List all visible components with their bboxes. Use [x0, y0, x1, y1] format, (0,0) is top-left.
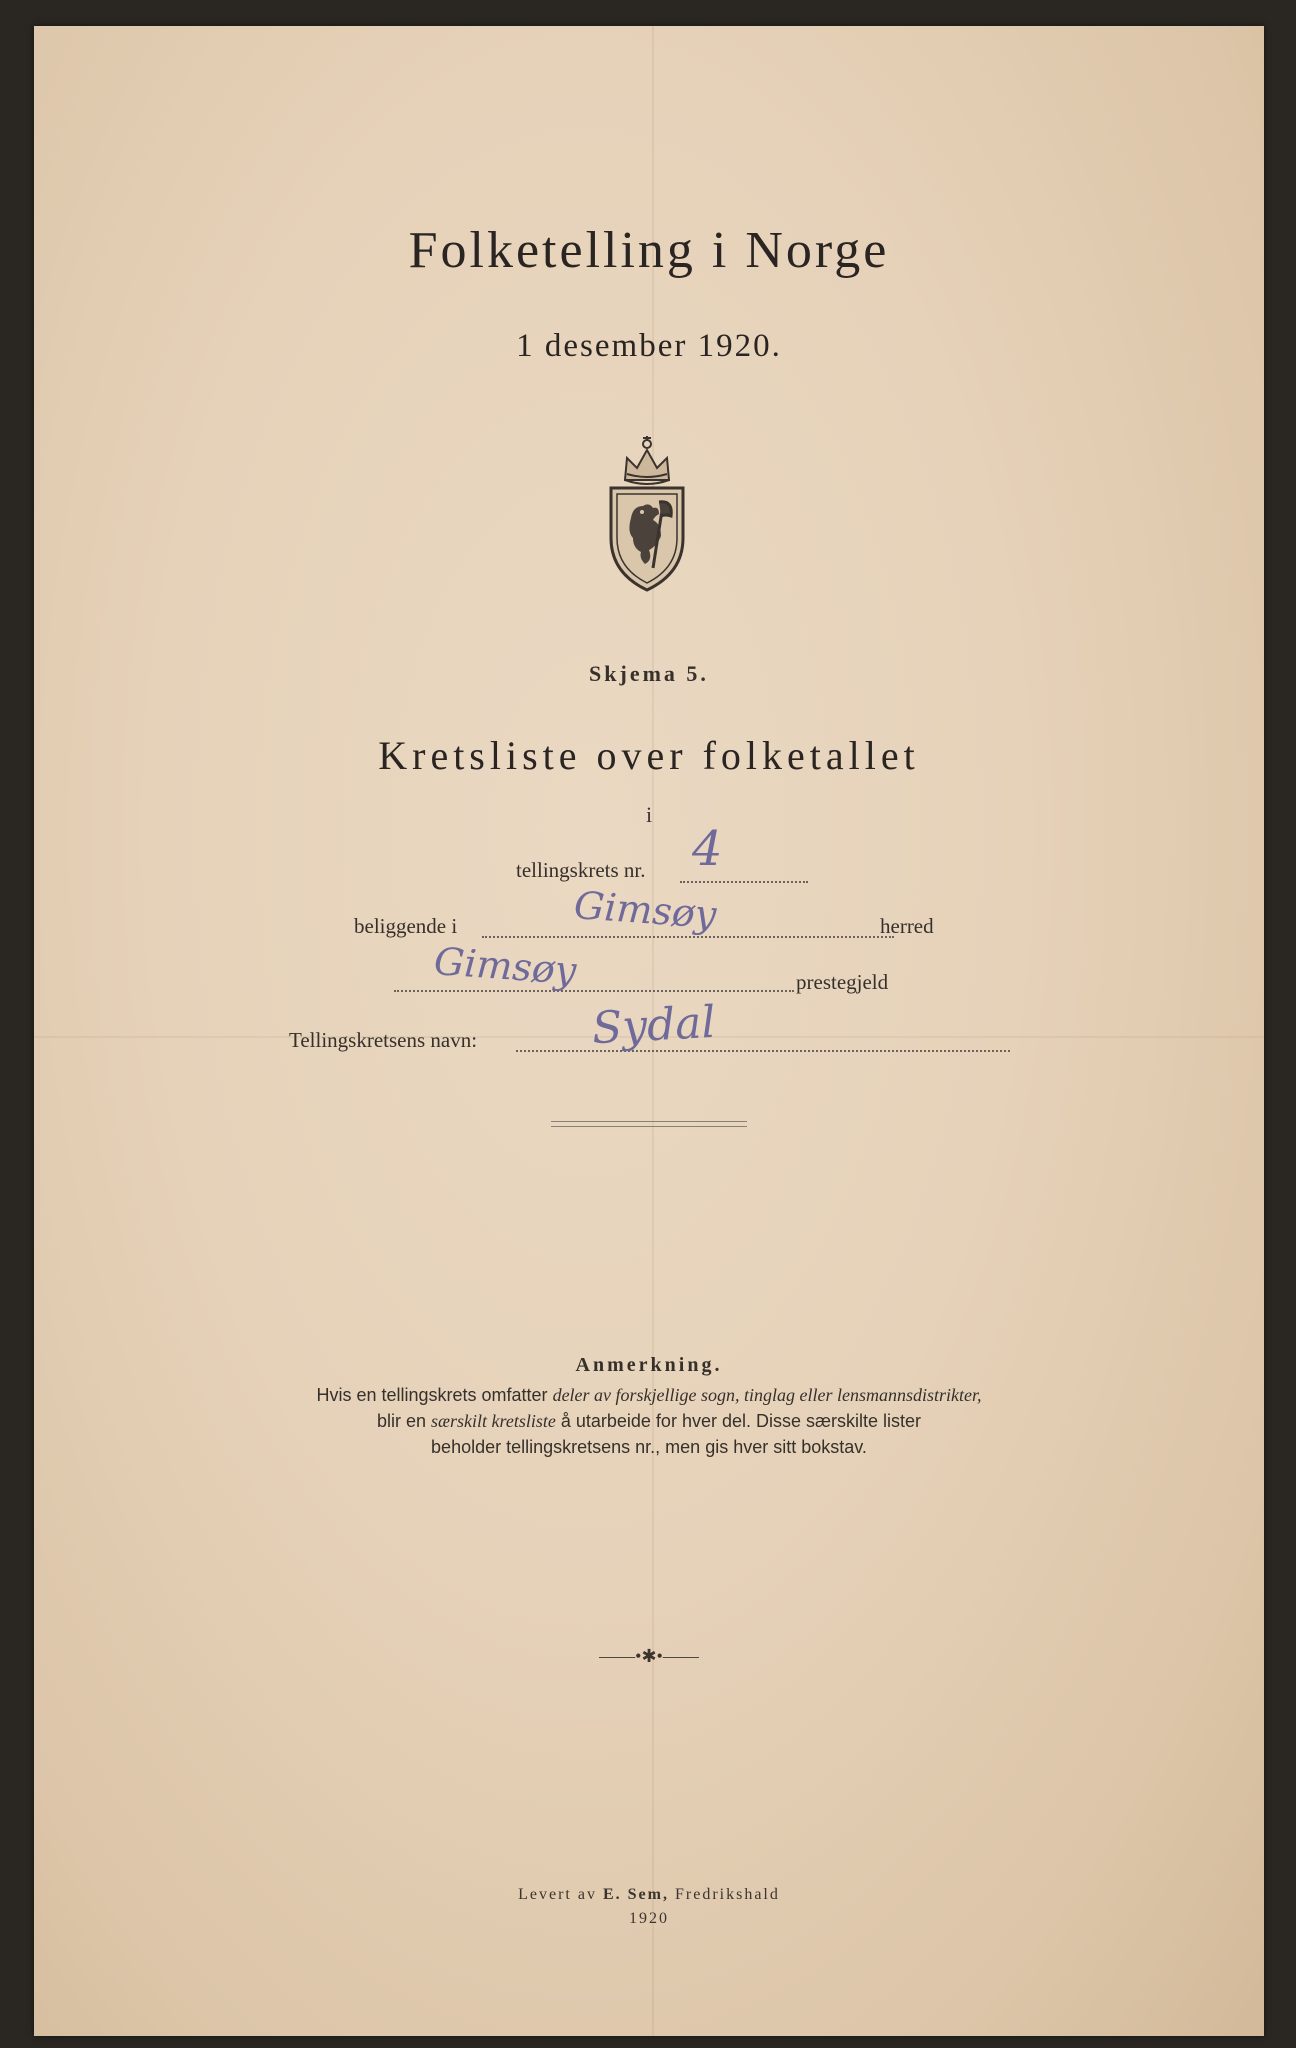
note-line-2-italic: særskilt kretsliste: [431, 1411, 556, 1431]
note-line-3-plain: beholder tellingskretsens nr., men gis hver sitt bokstav.: [431, 1437, 867, 1457]
navn-handwritten-value: Sydal: [590, 996, 717, 1055]
note-line-1: [184, 1382, 1114, 1408]
note-text: [184, 1382, 1114, 1460]
printer-year: 1920: [629, 1910, 669, 1927]
schema-number: Skjema 5.: [589, 661, 709, 686]
printer-credit: [34, 1886, 1264, 1904]
printer-name: E. Sem,: [602, 1886, 669, 1903]
document-title: Folketelling i Norge: [408, 222, 890, 279]
herred-label: herred: [880, 914, 934, 938]
printer-prefix: Levert av: [518, 1886, 603, 1903]
separator-line-top: [551, 1121, 747, 1122]
prestegjeld-handwritten-value: Gimsøy: [432, 939, 578, 993]
tellingskrets-label: tellingskrets nr.: [516, 858, 646, 882]
ornament-divider-icon: ——•✱•——: [599, 1646, 699, 1666]
prestegjeld-label: prestegjeld: [796, 970, 889, 994]
document-date: 1 desember 1920.: [516, 328, 782, 364]
connector-word: i: [645, 802, 653, 827]
printer-city: Fredrikshald: [668, 1886, 780, 1903]
prestegjeld-dotted-line: [394, 990, 794, 992]
note-line-2-plain-b: å utarbeide for hver del. Disse særskilte lister: [555, 1411, 922, 1431]
note-line-2: [184, 1408, 1114, 1434]
herred-dotted-line: [482, 936, 894, 938]
note-line-1-italic: deler av forskjellige sogn, tinglag eller lensmannsdistrikter,: [552, 1385, 982, 1405]
note-title: Anmerkning.: [575, 1354, 723, 1376]
beliggende-label: beliggende i: [354, 914, 458, 938]
tellingskrets-dotted-line: [680, 881, 808, 883]
separator-line-bottom: [551, 1126, 747, 1127]
norwegian-coat-of-arms-icon: [597, 428, 697, 593]
herred-handwritten-value: Gimsøy: [572, 883, 718, 937]
census-form-sheet: [34, 26, 1264, 2036]
navn-dotted-line: [516, 1050, 1010, 1052]
note-line-2-plain-a: blir en: [376, 1411, 432, 1431]
tellingskrets-handwritten-value: 4: [692, 821, 723, 877]
note-line-3: [184, 1434, 1114, 1460]
note-line-1-plain: Hvis en tellingskrets omfatter: [316, 1385, 553, 1405]
navn-label: Tellingskretsens navn:: [289, 1028, 478, 1052]
form-heading: Kretsliste over folketallet: [378, 733, 920, 778]
